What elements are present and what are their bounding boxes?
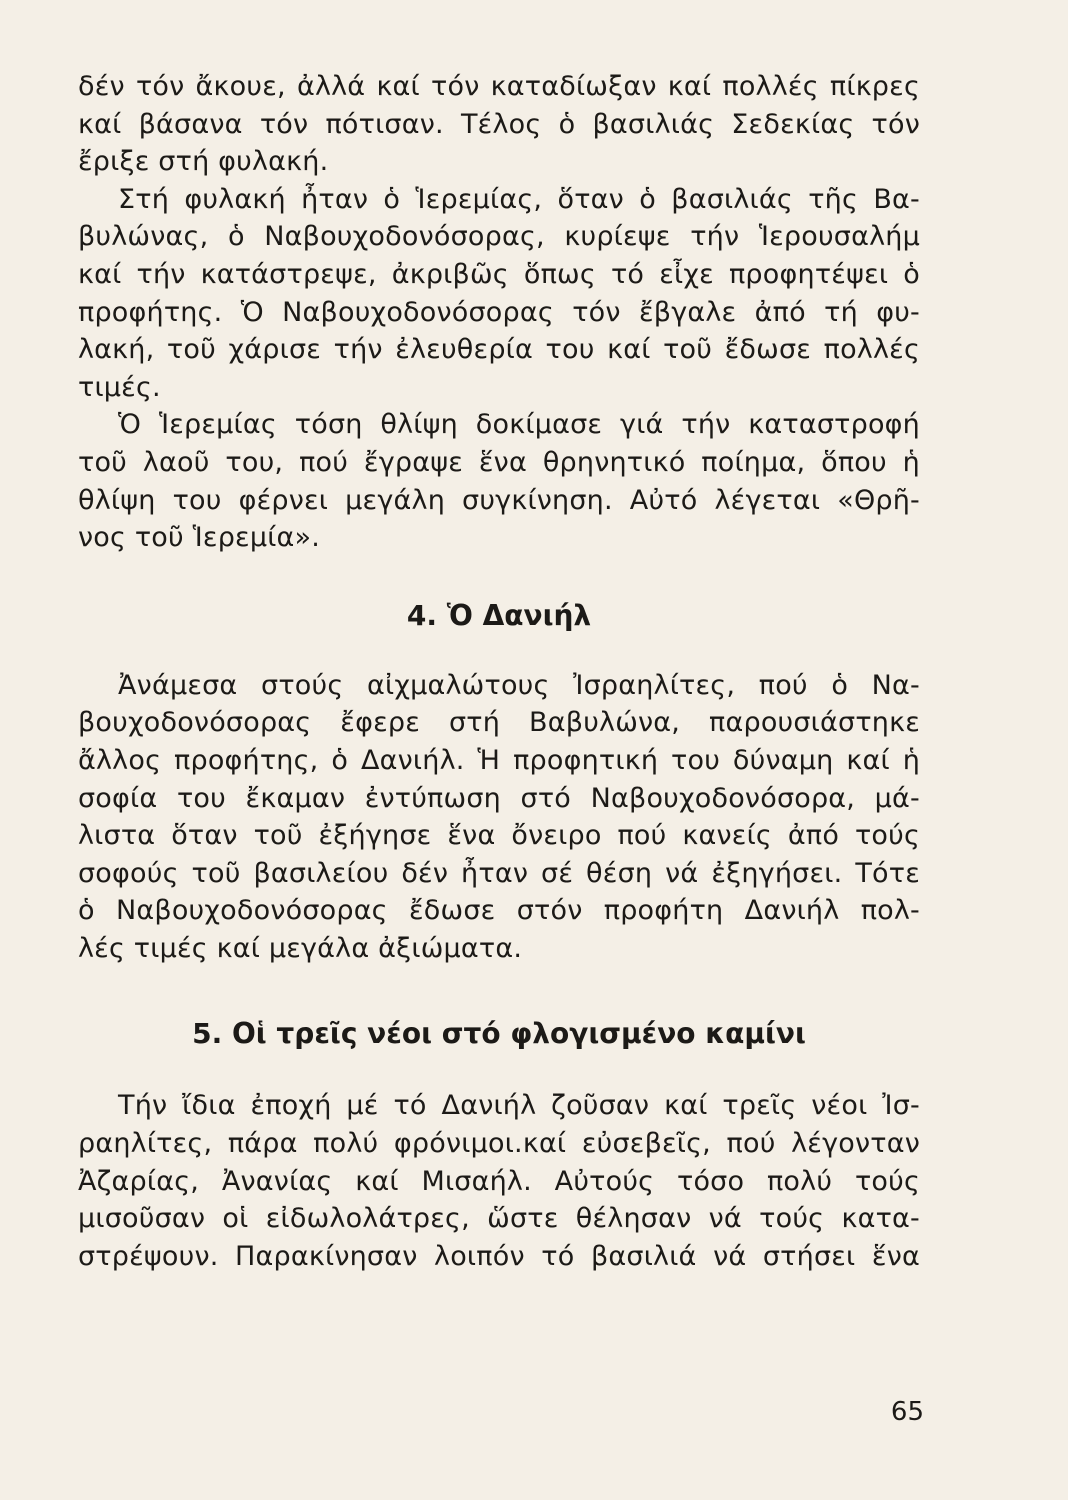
text-line: ραηλίτες, πάρα πολύ φρόνιμοι.καί εὐσεβεῖς, πού λέγονταν [78, 1128, 920, 1160]
text-line: σοφία του ἔκαμαν ἐντύπωση στό Ναβουχοδονόσορα, μά- [78, 782, 920, 814]
text-line: προφήτης. Ὁ Ναβουχοδονόσορας τόν ἔβγαλε ἀπό τή φυ- [78, 296, 920, 328]
text-line: νος τοῦ Ἱερεμία». [78, 522, 321, 554]
book-page [78, 68, 920, 1275]
paragraph [78, 667, 920, 968]
text-line: τιμές. [78, 371, 161, 403]
text-line: Ἀζαρίας, Ἀνανίας καί Μισαήλ. Αὐτούς τόσο πολύ τούς [78, 1165, 920, 1197]
paragraph [78, 406, 920, 556]
text-line: λές τιμές καί μεγάλα ἀξιώματα. [78, 932, 523, 964]
page-number: 65 [890, 1397, 924, 1427]
text-line: δέν τόν ἄκουε, ἀλλά καί τόν καταδίωξαν καί πολλές πίκρες [78, 71, 920, 102]
text-line: λιστα ὅταν τοῦ ἐξήγησε ἕνα ὄνειρο πού κανείς ἀπό τούς [78, 820, 920, 852]
text-line: βυλώνας, ὁ Ναβουχοδονόσορας, κυρίεψε τήν Ἱερουσαλήμ [78, 221, 920, 253]
paragraph [78, 181, 920, 407]
text-line: λακή, τοῦ χάρισε τήν ἐλευθερία του καί τοῦ ἔδωσε πολλές [78, 334, 920, 366]
text-line: Στή φυλακή ἦταν ὁ Ἱερεμίας, ὅταν ὁ βασιλιάς τῆς Βα- [118, 183, 920, 215]
text-line: τοῦ λαοῦ του, πού ἔγραψε ἕνα θρηνητικό ποίημα, ὅπου ἡ [78, 446, 920, 478]
text-line: μισοῦσαν οἱ εἰδωλολάτρες, ὥστε θέλησαν νά τούς κατα- [78, 1203, 920, 1235]
text-line: Τήν ἴδια ἐποχή μέ τό Δανιήλ ζοῦσαν καί τρεῖς νέοι Ἰσ- [118, 1090, 920, 1122]
text-line: σοφούς τοῦ βασιλείου δέν ἦταν σέ θέση νά ἐξηγήσει. Τότε [78, 857, 920, 889]
text-line: καί τήν κατάστρεψε, ἀκριβῶς ὅπως τό εἶχε προφητέψει ὁ [78, 258, 920, 290]
paragraph [78, 1087, 920, 1275]
text-line: Ὁ Ἱερεμίας τόση θλίψη δοκίμασε γιά τήν καταστροφή [118, 409, 920, 441]
text-line: ἄλλος προφήτης, ὁ Δανιήλ. Ἡ προφητική του δύναμη καί ἡ [78, 744, 920, 776]
text-line: θλίψη του φέρνει μεγάλη συγκίνηση. Αὐτό λέγεται «Θρῆ- [78, 484, 920, 516]
section-heading: 4. Ὁ Δανιήλ [406, 598, 592, 632]
text-line: βουχοδονόσορας ἔφερε στή Βαβυλώνα, παρουσιάστηκε [78, 707, 920, 739]
text-line: ἔριξε στή φυλακή. [78, 146, 329, 178]
section-heading: 5. Οἱ τρεῖς νέοι στό φλογισμένο καμίνι [192, 1017, 806, 1051]
paragraph [78, 68, 920, 181]
text-line: στρέψουν. Παρακίνησαν λοιπόν τό βασιλιά νά στήσει ἕνα [78, 1240, 920, 1272]
text-line: Ἀνάμεσα στούς αἰχμαλώτους Ἰσραηλίτες, πού ὁ Να- [118, 669, 920, 701]
text-line: ὁ Ναβουχοδονόσορας ἔδωσε στόν προφήτη Δανιήλ πολ- [78, 895, 920, 927]
text-line: καί βάσανα τόν πότισαν. Τέλος ὁ βασιλιάς Σεδεκίας τόν [78, 108, 920, 140]
